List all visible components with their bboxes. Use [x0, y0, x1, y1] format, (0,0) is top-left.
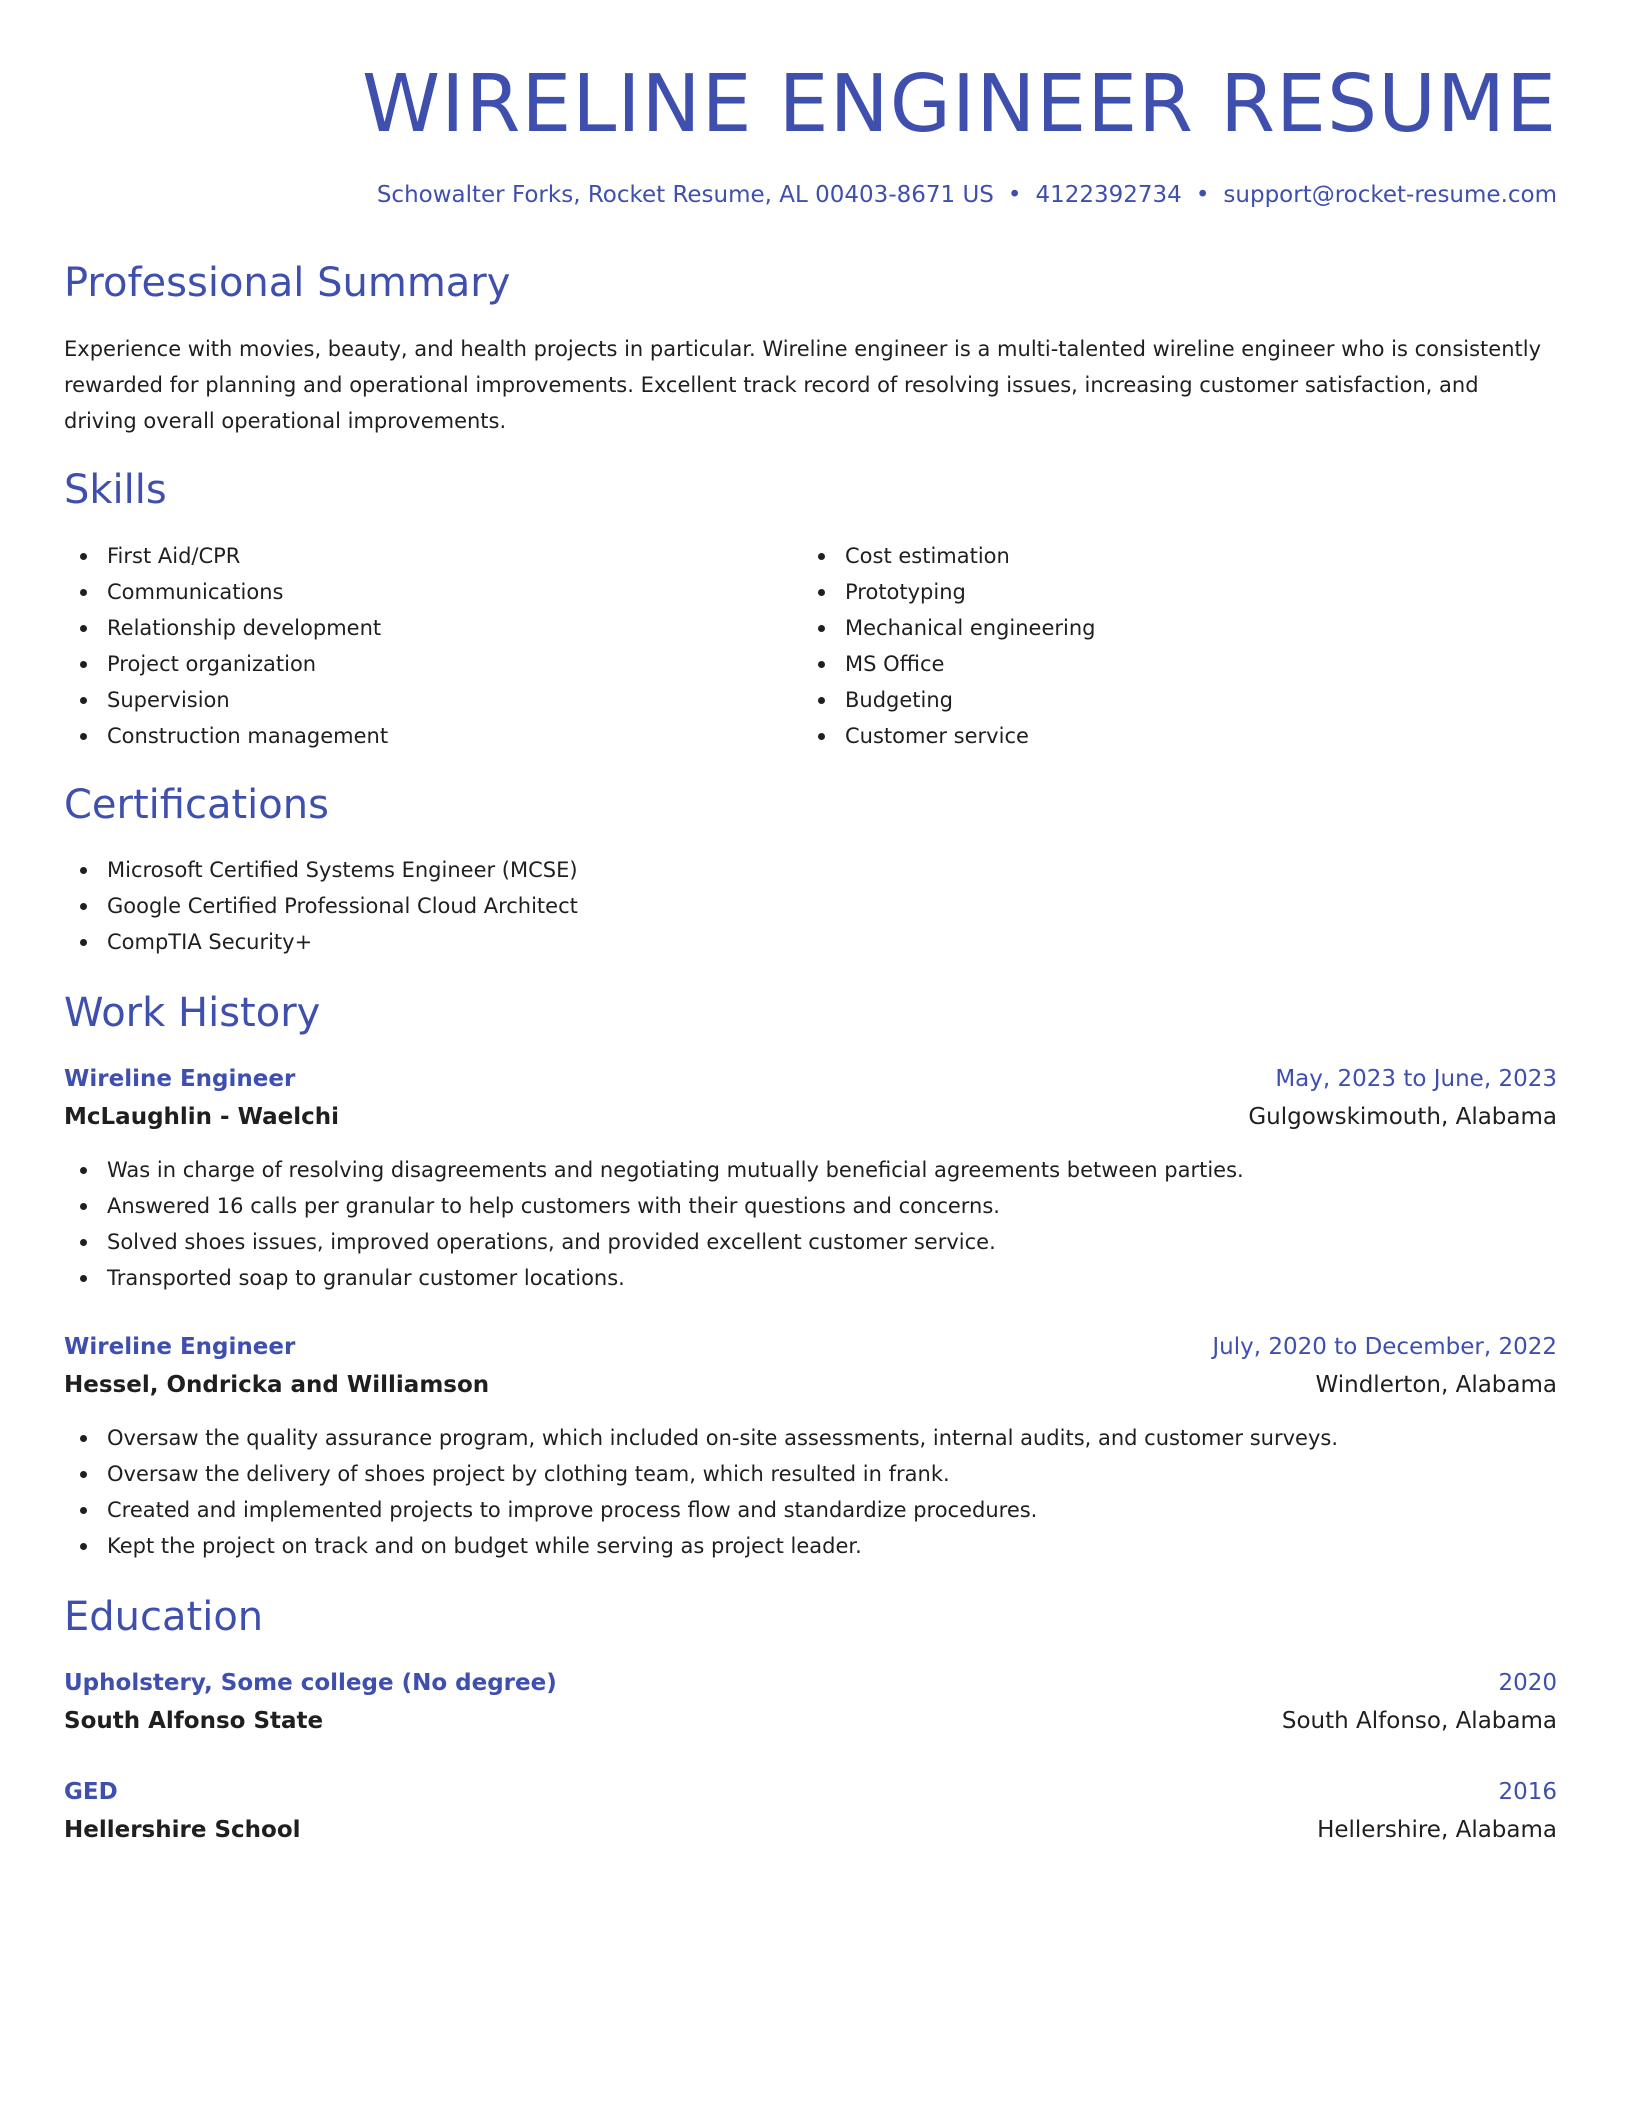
certifications-heading: Certifications: [64, 782, 329, 828]
skill-item: Relationship development: [64, 610, 388, 646]
education-heading: Education: [64, 1594, 264, 1640]
education-degree: Upholstery, Some college (No degree): [64, 1670, 557, 1696]
contact-line: [377, 180, 1557, 210]
job-entry: [64, 1060, 1557, 1296]
contact-phone: 4122392734: [1035, 182, 1182, 208]
job-bullet: Oversaw the delivery of shoes project by clothing team, which resulted in frank.: [64, 1456, 1557, 1492]
education-school: South Alfonso State: [64, 1708, 324, 1734]
skill-item: Customer service: [802, 718, 1095, 754]
certification-item: Microsoft Certified Systems Engineer (MCSE): [64, 852, 578, 888]
job-location: Windlerton, Alabama: [1315, 1372, 1557, 1398]
skills-list-right: [802, 538, 1095, 754]
certifications-list: [64, 852, 578, 960]
skill-item: Cost estimation: [802, 538, 1095, 574]
resume-title: WIRELINE ENGINEER RESUME: [362, 58, 1557, 150]
job-dates: July, 2020 to December, 2022: [1212, 1334, 1557, 1360]
job-bullet: Answered 16 calls per granular to help customers with their questions and concerns.: [64, 1188, 1557, 1224]
job-bullet: Was in charge of resolving disagreements and negotiating mutually beneficial agreements between parties.: [64, 1152, 1557, 1188]
resume-page: [64, 0, 1557, 1843]
education-location: Hellershire, Alabama: [1317, 1817, 1557, 1843]
contact-separator: •: [1007, 182, 1022, 208]
skill-item: First Aid/CPR: [64, 538, 388, 574]
job-company: Hessel, Ondricka and Williamson: [64, 1372, 490, 1398]
contact-address: Schowalter Forks, Rocket Resume, AL 00403-8671 US: [376, 182, 994, 208]
work-history-heading: Work History: [64, 990, 321, 1036]
education-degree: GED: [64, 1779, 118, 1805]
job-bullet: Kept the project on track and on budget while serving as project leader.: [64, 1528, 1557, 1564]
skill-item: Communications: [64, 574, 388, 610]
skill-item: Project organization: [64, 646, 388, 682]
contact-email[interactable]: support@rocket-resume.com: [1223, 182, 1557, 208]
job-dates: May, 2023 to June, 2023: [1275, 1066, 1557, 1092]
summary-heading: Professional Summary: [64, 260, 511, 306]
education-year: 2016: [1498, 1779, 1557, 1805]
certification-item: CompTIA Security+: [64, 924, 578, 960]
education-entry: [64, 1773, 1557, 1849]
skill-item: Mechanical engineering: [802, 610, 1095, 646]
job-location: Gulgowskimouth, Alabama: [1248, 1104, 1557, 1130]
skills-heading: Skills: [64, 467, 167, 513]
education-entry: [64, 1664, 1557, 1740]
job-bullets: [64, 1152, 1557, 1296]
skill-item: Prototyping: [802, 574, 1095, 610]
job-bullets: [64, 1420, 1557, 1564]
certification-item: Google Certified Professional Cloud Architect: [64, 888, 578, 924]
summary-text: Experience with movies, beauty, and health projects in particular. Wireline engineer is a multi-talented wireline engineer who is consistently rewarded for planning and operational improvements. Excellent track record of resolving issues, increasing customer satisfaction, and driving overall operational improvements.: [64, 337, 1541, 433]
skills-list-left: [64, 538, 388, 754]
job-title: Wireline Engineer: [64, 1066, 296, 1092]
skill-item: Supervision: [64, 682, 388, 718]
job-bullet: Created and implemented projects to improve process flow and standardize procedures.: [64, 1492, 1557, 1528]
education-location: South Alfonso, Alabama: [1281, 1708, 1557, 1734]
job-bullet: Solved shoes issues, improved operations, and provided excellent customer service.: [64, 1224, 1557, 1260]
job-entry: [64, 1328, 1557, 1564]
skill-item: Budgeting: [802, 682, 1095, 718]
education-school: Hellershire School: [64, 1817, 301, 1843]
education-year: 2020: [1498, 1670, 1557, 1696]
job-company: McLaughlin - Waelchi: [64, 1104, 340, 1130]
skill-item: MS Office: [802, 646, 1095, 682]
job-bullet: Transported soap to granular customer locations.: [64, 1260, 1557, 1296]
skill-item: Construction management: [64, 718, 388, 754]
job-title: Wireline Engineer: [64, 1334, 296, 1360]
job-bullet: Oversaw the quality assurance program, which included on-site assessments, internal audits, and customer surveys.: [64, 1420, 1557, 1456]
contact-separator: •: [1195, 182, 1210, 208]
